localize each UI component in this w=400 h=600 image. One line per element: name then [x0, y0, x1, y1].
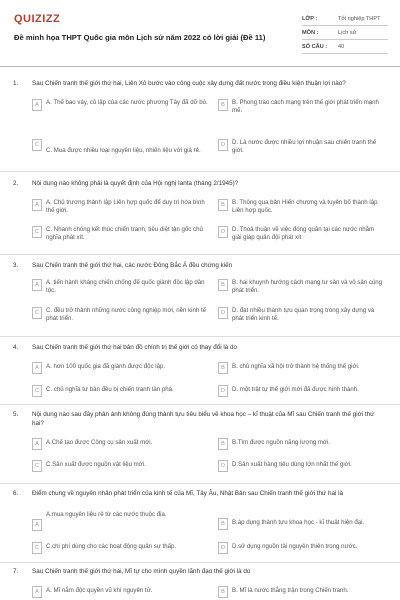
option-letter: D	[218, 460, 228, 472]
option-text: C.chi phí dùng cho các hoạt động quân sự thấp.	[46, 543, 177, 550]
option-b[interactable]	[218, 586, 383, 598]
option-letter: C	[32, 542, 42, 554]
option-letter: B	[218, 586, 228, 598]
question-divider	[0, 336, 400, 337]
option-text: B. Thông qua bản Hiến chương và tuyên bố thành lập Liên hợp quốc.	[232, 199, 378, 214]
option-letter: C	[32, 226, 42, 238]
option-text: B.Tìm được nguồn năng lượng mới.	[232, 439, 331, 446]
option-letter: C	[32, 460, 42, 472]
question-number: 7.	[13, 568, 19, 575]
option-a[interactable]	[32, 438, 212, 450]
question-number: 6.	[13, 490, 19, 497]
meta-value: Lịch sử	[338, 29, 357, 36]
option-letter: D	[218, 385, 228, 397]
option-c[interactable]	[32, 542, 212, 554]
option-letter: D	[218, 542, 228, 554]
option-d[interactable]	[218, 307, 383, 323]
option-letter: A	[32, 586, 42, 598]
option-c[interactable]	[32, 139, 212, 155]
meta-value: 40	[338, 43, 345, 50]
question-text: Sau Chiến tranh thế giới thứ hai, các nước Đông Bắc Á đều chứng kiến	[32, 262, 233, 269]
option-c[interactable]	[32, 460, 212, 472]
question-text: Nội dung nào không phải là quyết định của Hội nghị Ianta (tháng 2/1945)?	[32, 180, 239, 187]
option-letter: A	[32, 362, 42, 374]
question-text: Sau Chiến tranh thế giới thứ hai, Liên Xô bước vào công cuộc xây dựng đất nước trong điều kiện thuận lợi nào?	[32, 80, 346, 87]
page-title: Đề minh họa THPT Quốc gia môn Lịch sử năm 2022 có lời giải (Đề 11)	[14, 33, 266, 42]
question-text: Điểm chung về nguyên nhân phát triển của kinh tế của Mĩ, Tây Âu, Nhật Bản sau Chiến tranh thế giới thứ hai là	[32, 490, 344, 497]
option-text: A.Chế tạo được Công cụ sản xuất mới.	[46, 439, 153, 446]
option-text: A. Mĩ nắm độc quyền vũ khí nguyên tử.	[46, 587, 153, 594]
option-letter: D	[218, 307, 228, 319]
question-divider	[0, 171, 400, 172]
option-letter: A	[32, 438, 42, 450]
header-divider	[0, 66, 400, 67]
question-number: 2.	[13, 180, 19, 187]
question-divider	[0, 562, 400, 563]
option-text: D. Là nước được nhiều lợi nhuận sau chiến tranh thế giới.	[232, 139, 377, 154]
question-divider	[0, 404, 400, 405]
option-b[interactable]	[218, 199, 383, 215]
option-letter: B	[218, 438, 228, 450]
option-text: B. Phong trào cách mạng trên thế giới phát triển mạnh mẽ.	[232, 99, 379, 114]
option-text: A. Chủ trương thành lập Liên hợp quốc để duy trì hòa bình thế giới.	[46, 199, 205, 214]
option-letter: A	[32, 99, 42, 111]
option-text: A. Thế bao vây, cô lập của các nước phương Tây đã dỡ bỏ.	[46, 99, 208, 106]
question-2	[0, 180, 400, 260]
question-number: 1.	[13, 80, 19, 87]
question-5	[0, 411, 400, 486]
header	[0, 0, 400, 64]
option-d[interactable]	[218, 385, 383, 397]
option-c[interactable]	[32, 226, 212, 242]
option-letter: A	[32, 519, 42, 531]
option-letter: C	[32, 307, 42, 319]
question-3	[0, 262, 400, 342]
option-d[interactable]	[218, 226, 383, 242]
option-text: A. tiến hành kháng chiến chống đế quốc giành độc lập dân tộc.	[46, 279, 205, 294]
question-7	[0, 568, 400, 600]
option-b[interactable]	[218, 99, 383, 115]
option-letter: B	[218, 199, 228, 211]
option-text: B.áp dụng thành tựu khoa học - kĩ thuật hiện đại.	[232, 519, 365, 526]
option-text: C.Sản xuất được nguồn vật liệu mới.	[46, 461, 146, 468]
option-letter: D	[218, 226, 228, 238]
option-c[interactable]	[32, 385, 212, 397]
option-d[interactable]	[218, 542, 383, 554]
meta-row-count	[302, 40, 388, 54]
option-text: C. chủ nghĩa tư bản đều bị chiến tranh tàn phá.	[46, 386, 174, 393]
meta-value: Tốt nghiệp THPT	[338, 15, 381, 22]
option-a[interactable]	[32, 511, 212, 531]
option-a[interactable]	[32, 586, 212, 598]
option-text: B. hai khuynh hướng cách mạng tư sản và vô sản cùng phát triển.	[232, 279, 383, 294]
option-text: A.mua nguyên liệu rẻ từ các nước thuộc địa.	[46, 511, 167, 518]
option-text: C. Mua được nhiều loại nguyên liệu, nhiên liệu với giá rẻ.	[46, 147, 201, 154]
option-letter: C	[32, 385, 42, 397]
question-1	[0, 80, 400, 175]
option-text: C. Nhanh chóng kết thúc chiến tranh, tiêu diệt tận gốc chủ nghĩa phát xít.	[46, 226, 203, 241]
option-b[interactable]	[218, 279, 383, 295]
option-text: B. Mĩ là nước thắng trận trong Chiến tranh.	[232, 587, 349, 594]
option-letter: B	[218, 99, 228, 111]
meta-label: MÔN :	[302, 29, 319, 36]
option-a[interactable]	[32, 99, 212, 111]
meta-label: LỚP :	[302, 15, 318, 22]
option-a[interactable]	[32, 362, 212, 374]
option-letter: B	[218, 279, 228, 291]
meta-label: SỐ CÂU :	[302, 43, 328, 50]
option-text: D.Sản xuất hàng tiêu dùng lớn nhất thế giới.	[232, 461, 352, 468]
quizizz-logo: QUIZIZZ	[14, 13, 61, 25]
meta-row-subject	[302, 26, 388, 40]
option-text: C. đều trở thành những nước công nghiệp mới, nền kinh tế phát triển.	[46, 307, 207, 322]
option-d[interactable]	[218, 460, 383, 472]
option-letter: A	[32, 279, 42, 291]
question-text: Sau Chiến tranh thế giới thứ hai, Mĩ tự cho mình quyền lãnh đạo thế giới là do	[32, 568, 251, 575]
question-4	[0, 344, 400, 409]
option-a[interactable]	[32, 279, 212, 295]
option-text: D. một trật tự thế giới mới đã được hình thành.	[232, 386, 359, 393]
option-text: D. đạt nhiều thành tựu quan trọng trong xây dựng và phát triển kinh tế.	[232, 307, 375, 322]
option-text: B. chủ nghĩa xã hội trở thành hệ thống thế giới.	[232, 363, 360, 370]
option-b[interactable]	[218, 362, 383, 374]
option-text: A. hơn 100 quốc gia đã giành được độc lập.	[46, 363, 166, 370]
option-text: D. Thoả thuận về việc đóng quân tại các nước nhằm giải giáp quân đội phát xít	[232, 226, 375, 241]
question-divider	[0, 483, 400, 484]
option-letter: A	[32, 199, 42, 211]
option-b[interactable]	[218, 518, 383, 530]
option-text: D.sử dụng nguồn tài nguyên thiên trong nước.	[232, 543, 358, 550]
option-d[interactable]	[218, 139, 383, 155]
question-number: 3.	[13, 262, 19, 269]
question-number: 4.	[13, 344, 19, 351]
option-a[interactable]	[32, 199, 212, 215]
option-c[interactable]	[32, 307, 212, 323]
question-text: Nội dung nào sau đây phản ánh không đúng thành tựu tiêu biểu về khoa học – kĩ thuật của Mĩ sau Chiến tranh thế giới thứ hai?	[32, 411, 375, 427]
option-letter: B	[218, 362, 228, 374]
question-text: Sau Chiến tranh thế giới thứ hai bản đồ chính trị thế giới có thay đổi là do	[32, 344, 238, 351]
question-divider	[0, 254, 400, 255]
option-letter: C	[32, 139, 42, 151]
option-letter: B	[218, 518, 228, 530]
meta-box	[302, 12, 388, 54]
question-number: 5.	[13, 411, 19, 418]
option-letter: D	[218, 139, 228, 151]
meta-row-class	[302, 12, 388, 26]
option-b[interactable]	[218, 438, 383, 450]
question-6	[0, 490, 400, 562]
